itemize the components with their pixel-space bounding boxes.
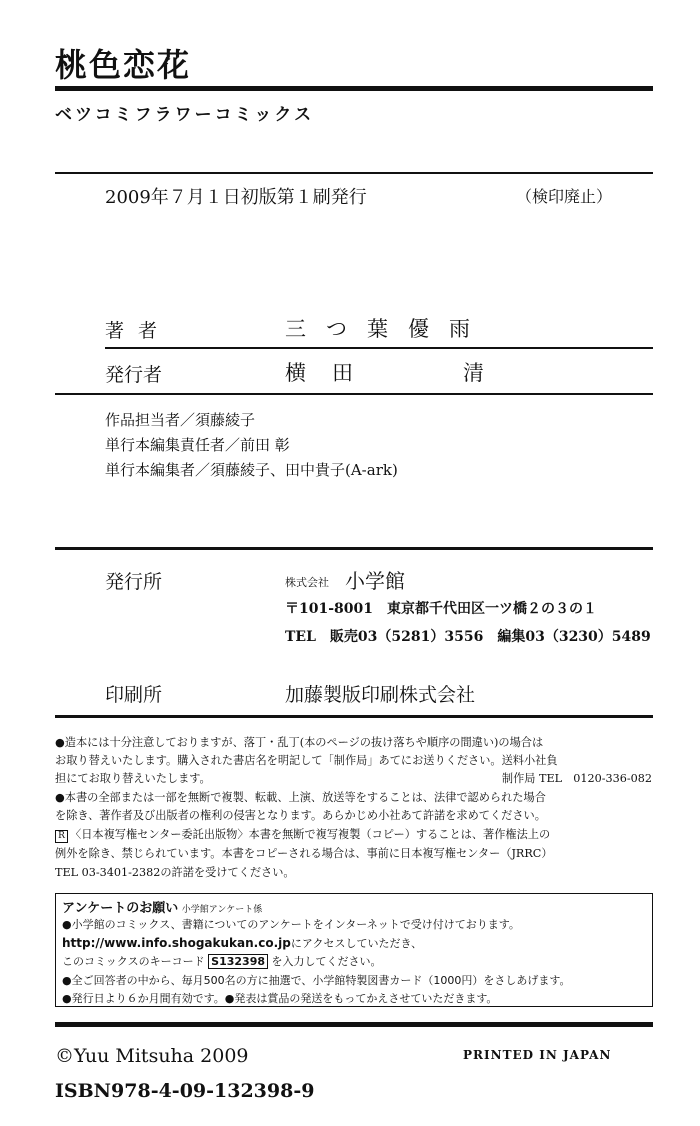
title-rule [55, 86, 653, 91]
survey-title: アンケートのお願い [62, 901, 179, 916]
edition-date: 2009年７月１日初版第１刷発行 [105, 187, 367, 208]
note-line: ●造本には十分注意しておりますが、落丁・乱丁(本のページの抜け落ちや順序の間違い)の場合は [55, 736, 544, 749]
note-line: お取り替えいたします。購入された書店名を明記して「制作局」あてにお送りください。送料小社負 [55, 754, 558, 767]
publisher-tel: TEL 販売03（5281）3556 編集03（3230）5489 [285, 629, 651, 645]
footer-rule [55, 1022, 653, 1027]
note-line: TEL 03-3401-2382の許諾を受けてください。 [55, 866, 295, 879]
key-code: S132398 [208, 954, 268, 969]
survey-text: を入力してください。 [271, 955, 382, 968]
production-tel: 制作局 TEL 0120-336-082 [501, 772, 652, 785]
survey-line: ●発行日より６か月間有効です。●発表は賞品の発送をもってかえさせていただきます。 [62, 992, 498, 1005]
r-mark-icon: R [55, 830, 68, 843]
section-rule [55, 715, 653, 718]
author-name: 三つ葉優雨 [285, 317, 490, 341]
divider [105, 347, 653, 349]
survey-text: にアクセスしていただき、 [290, 937, 423, 950]
seal-note: （検印廃止） [516, 187, 613, 206]
note-line: 例外を除き、禁じられています。本書をコピーされる場合は、事前に日本複写権センター（JRRC） [55, 847, 553, 860]
staff-line: 単行本編集責任者／前田 彰 [105, 436, 290, 454]
survey-line [62, 953, 382, 969]
survey-text: このコミックスのキーコード [62, 955, 205, 968]
publisher-label: 発行所 [105, 571, 163, 593]
section-rule [55, 547, 653, 550]
publisher-corp-prefix: 株式会社 [285, 576, 329, 589]
staff-line: 単行本編集者／須藤綾子、田中貴子(A-ark) [105, 461, 398, 479]
survey-url[interactable]: http://www.info.shogakukan.co.jp [62, 936, 291, 950]
staff-line: 作品担当者／須藤綾子 [105, 411, 256, 429]
note-line: 担にてお取り替えいたします。 [55, 772, 211, 785]
isbn: ISBN978-4-09-132398-9 [55, 1080, 315, 1102]
survey-line: ●全ご回答者の中から、毎月500名の方に抽選で、小学館特製図書カード（1000円）をさしあげます。 [62, 974, 571, 987]
copyright: ©Yuu Mitsuha 2009 [55, 1045, 249, 1067]
printer-name: 加藤製版印刷株式会社 [285, 684, 476, 706]
survey-line: ●小学館のコミックス、書籍についてのアンケートをインターネットで受け付けております。 [62, 918, 520, 931]
note-line [55, 826, 550, 843]
book-title: 桃色恋花 [55, 46, 192, 84]
series-name: ベツコミフラワーコミックス [55, 105, 315, 125]
divider [55, 393, 653, 395]
printer-label: 印刷所 [105, 684, 163, 706]
divider [55, 172, 653, 174]
survey-line [62, 935, 422, 951]
printed-in: PRINTED IN JAPAN [463, 1048, 612, 1062]
publisher-person-name: 横田 [285, 361, 379, 385]
author-label: 著者 [105, 320, 172, 342]
publisher-person-label: 発行者 [105, 364, 163, 386]
note-text: 〈日本複写権センター委託出版物〉本書を無断で複写複製（コピー）することは、著作権法上の [70, 828, 551, 841]
note-line: ●本書の全部または一部を無断で複製、転載、上演、放送等をすることは、法律で認められた場合 [55, 791, 546, 804]
publisher-name: 小学館 [345, 569, 405, 593]
survey-subtitle: 小学館アンケート係 [181, 905, 263, 915]
publisher-person-given: 清 [463, 361, 484, 385]
note-line: を除き、著作者及び出版者の権利の侵害となります。あらかじめ小社あて許諾を求めてください。 [55, 809, 546, 822]
survey-header [62, 897, 262, 916]
publisher-address: 〒101-8001 東京都千代田区一ツ橋２の３の１ [285, 601, 597, 617]
